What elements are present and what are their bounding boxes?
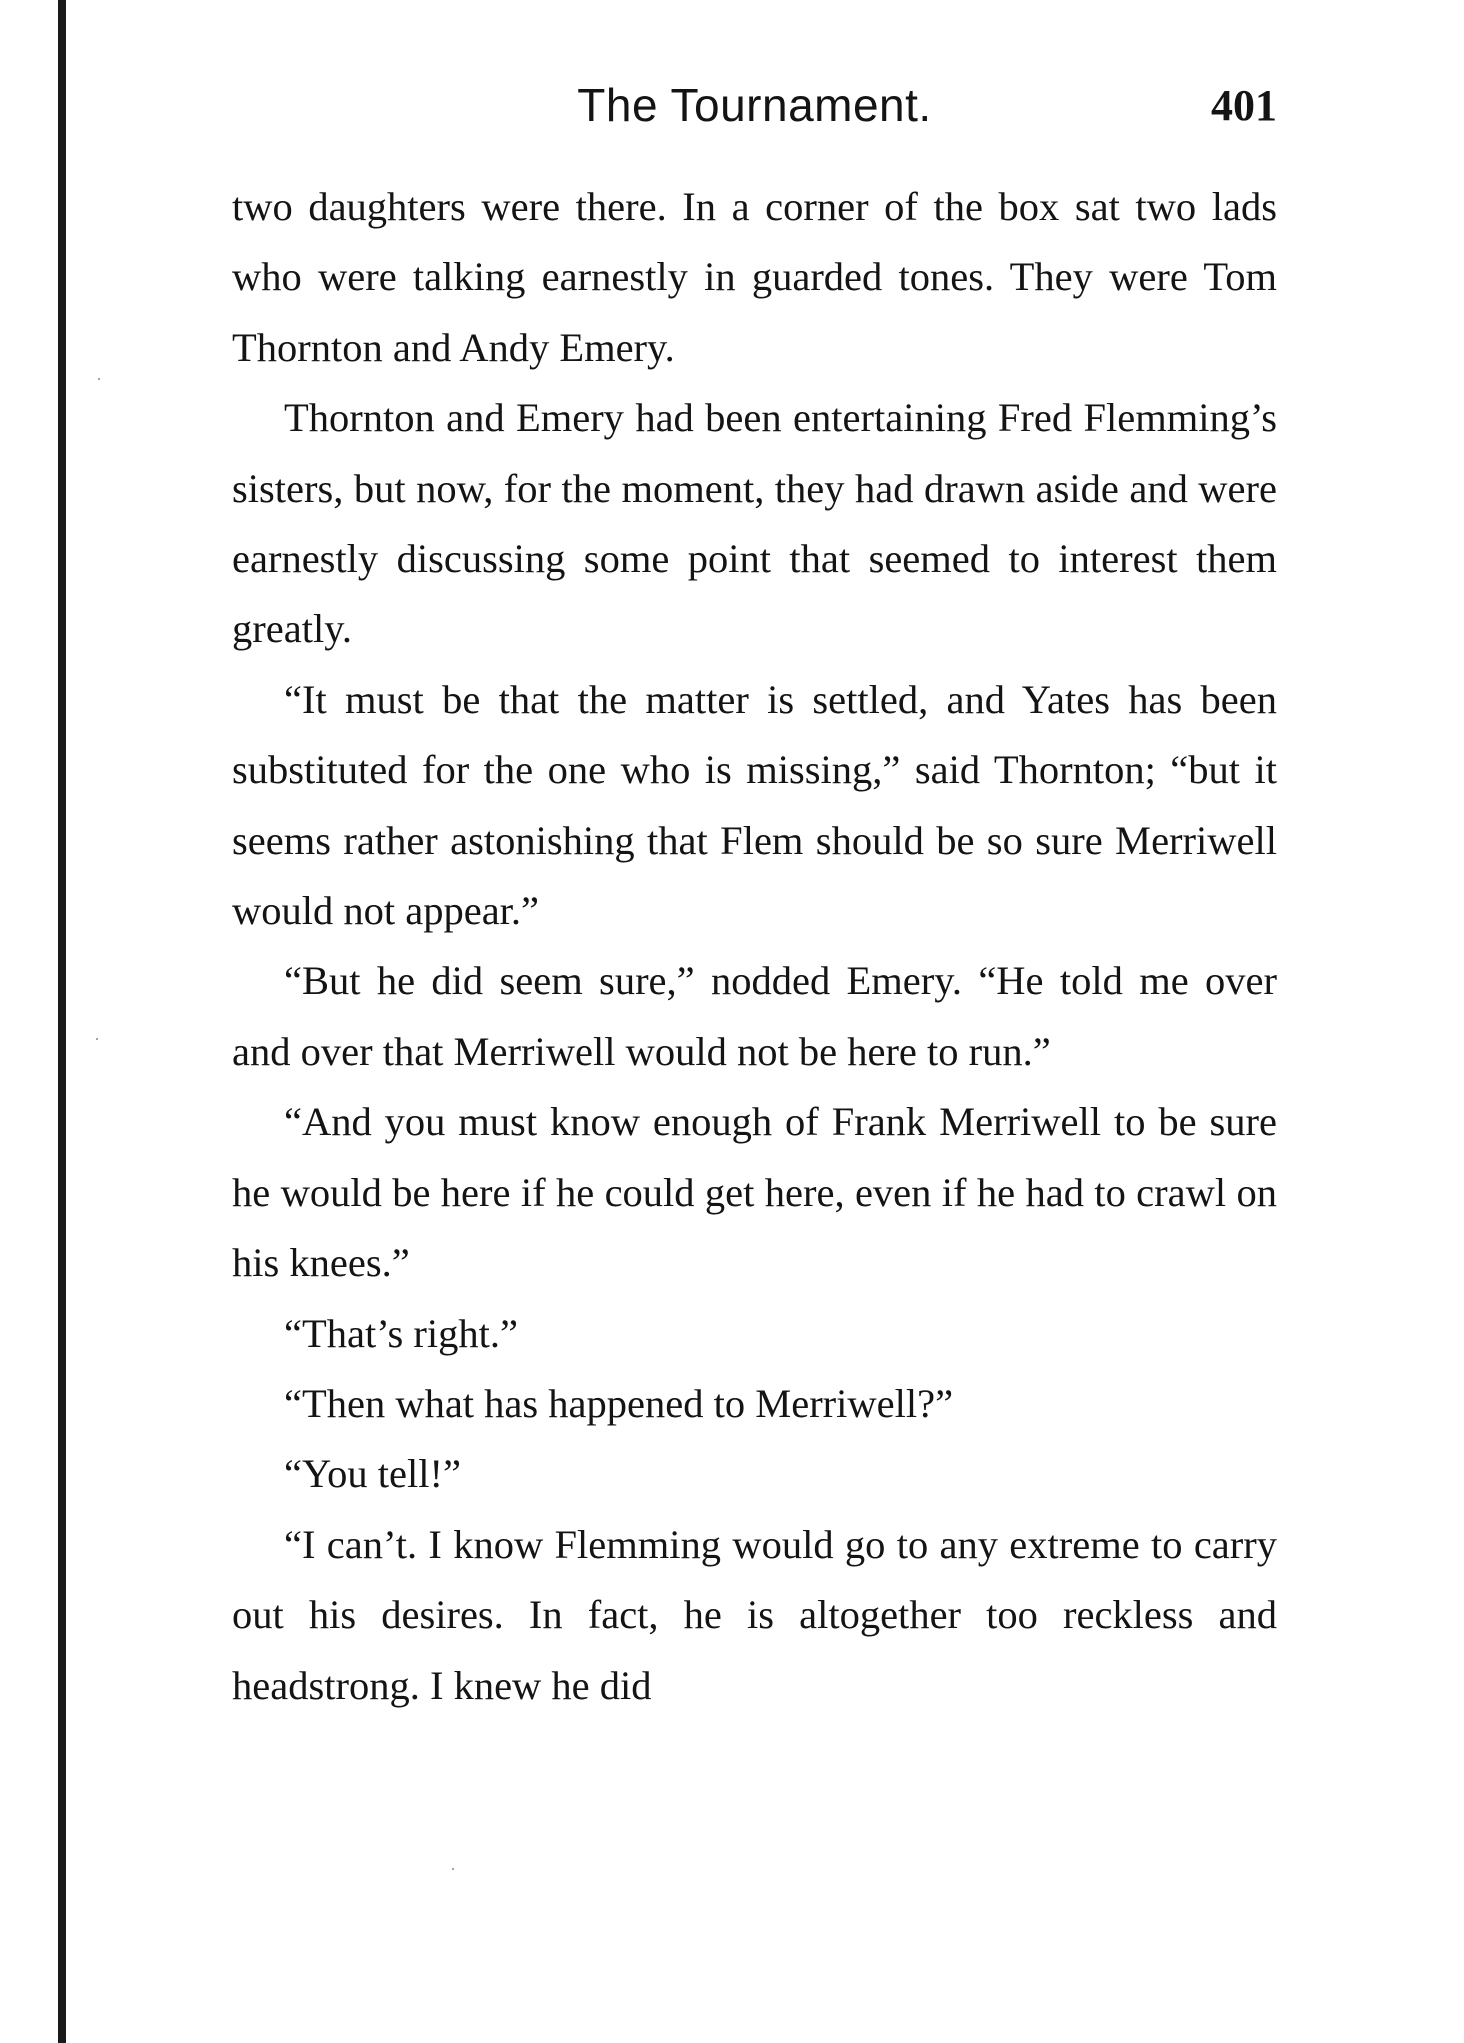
paper-speck — [96, 1038, 98, 1040]
paragraph: Thornton and Emery had been entertaining Fred Flemming’s sisters, but now, for the moment, they had drawn aside and were earnestly discussing some point that seemed to interest them greatly. — [232, 395, 1277, 652]
page-header — [232, 78, 1277, 148]
paragraph: “That’s right.” — [284, 1310, 518, 1356]
paper-speck — [98, 378, 100, 380]
page-binding-edge — [58, 0, 66, 2043]
page-number: 401 — [1211, 81, 1277, 130]
paragraph: two daughters were there. In a corner of the box sat two lads who were talking earnestly in guarded tones. They were Tom Thornton and Andy Emery. — [232, 184, 1277, 370]
paragraph: “It must be that the matter is settled, and Yates has been substituted for the one who is missing,” said Thornton; “but it seems rather astonishing that Flem should be so sure Merriwell would not appear.” — [232, 676, 1277, 934]
paragraph: “You tell!” — [284, 1451, 461, 1497]
body-text — [232, 172, 1277, 1721]
running-title: The Tournament. — [577, 79, 932, 131]
paper-speck — [452, 1868, 454, 1870]
paragraph: “But he did seem sure,” nodded Emery. “He told me over and over that Merriwell would not be here to run.” — [232, 958, 1277, 1074]
paragraph: “I can’t. I know Flemming would go to any extreme to carry out his desires. In fact, he is altogether too reckless and headstrong. I knew he did — [232, 1521, 1277, 1708]
paragraph: “Then what has happened to Merriwell?” — [284, 1380, 954, 1426]
paragraph: “And you must know enough of Frank Merriwell to be sure he would be here if he could get here, even if he had to crawl on his knees.” — [232, 1099, 1277, 1286]
